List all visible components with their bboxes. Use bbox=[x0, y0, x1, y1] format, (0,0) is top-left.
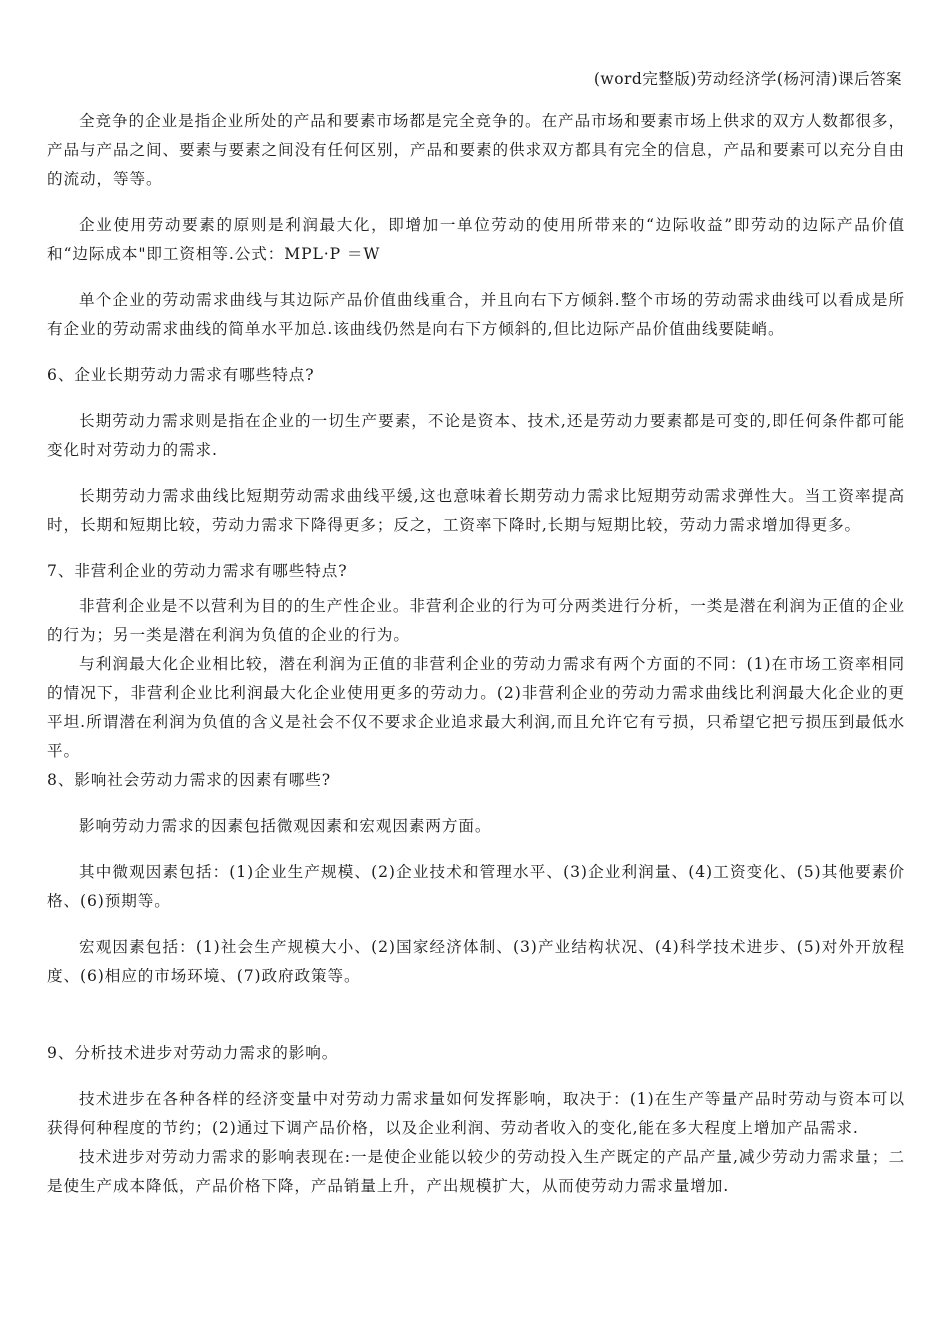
page-header-title: (word完整版)劳动经济学(杨河清)课后答案 bbox=[593, 70, 902, 88]
paragraph: 非营利企业是不以营利为目的的生产性企业。非营利企业的行为可分两类进行分析，一类是潜在利润为正值的企业的行为；另一类是潜在利润为负值的企业的行为。 bbox=[47, 597, 905, 644]
paragraph: 单个企业的劳动需求曲线与其边际产品价值曲线重合，并且向右下方倾斜.整个市场的劳动需求曲线可以看成是所有企业的劳动需求曲线的简单水平加总.该曲线仍然是向右下方倾斜的,但比边际产品价值曲线要陡峭。 bbox=[47, 291, 905, 338]
paragraph: 其中微观因素包括：(1)企业生产规模、(2)企业技术和管理水平、(3)企业利润量、(4)工资变化、(5)其他要素价格、(6)预期等。 bbox=[47, 863, 905, 910]
question-heading: 9、分析技术进步对劳动力需求的影响。 bbox=[47, 1044, 339, 1062]
question-heading: 7、非营利企业的劳动力需求有哪些特点? bbox=[47, 562, 348, 580]
paragraph: 技术进步对劳动力需求的影响表现在:一是使企业能以较少的劳动投入生产既定的产品产量,减少劳动力需求量；二是使生产成本降低，产品价格下降，产品销量上升，产出规模扩大，从而使劳动力需求量增加. bbox=[47, 1148, 905, 1195]
document-body bbox=[47, 107, 905, 1201]
paragraph: 长期劳动力需求则是指在企业的一切生产要素，不论是资本、技术,还是劳动力要素都是可变的,即任何条件都可能变化时对劳动力的需求. bbox=[47, 412, 905, 459]
paragraph: 企业使用劳动要素的原则是利润最大化，即增加一单位劳动的使用所带来的“边际收益”即劳动的边际产品价值和“边际成本"即工资相等.公式：MPL·P ＝W bbox=[47, 216, 905, 263]
question-heading: 8、影响社会劳动力需求的因素有哪些? bbox=[47, 771, 331, 789]
paragraph: 影响劳动力需求的因素包括微观因素和宏观因素两方面。 bbox=[79, 817, 492, 835]
paragraph: 技术进步在各种各样的经济变量中对劳动力需求量如何发挥影响，取决于：(1)在生产等量产品时劳动与资本可以获得何种程度的节约；(2)通过下调产品价格，以及企业利润、劳动者收入的变化,能在多大程度上增加产品需求. bbox=[47, 1090, 905, 1137]
paragraph: 全竞争的企业是指企业所处的产品和要素市场都是完全竞争的。在产品市场和要素市场上供求的双方人数都很多，产品与产品之间、要素与要素之间没有任何区别，产品和要素的供求双方都具有完全的信息，产品和要素可以充分自由的流动，等等。 bbox=[47, 112, 905, 188]
paragraph: 长期劳动力需求曲线比短期劳动需求曲线平缓,这也意味着长期劳动力需求比短期劳动需求弹性大。当工资率提高时，长期和短期比较，劳动力需求下降得更多；反之，工资率下降时,长期与短期比较，劳动力需求增加得更多。 bbox=[47, 487, 905, 534]
question-heading: 6、企业长期劳动力需求有哪些特点? bbox=[47, 366, 315, 384]
paragraph: 与利润最大化企业相比较，潜在利润为正值的非营利企业的劳动力需求有两个方面的不同：(1)在市场工资率相同的情况下，非营利企业比利润最大化企业使用更多的劳动力。(2)非营利企业的劳动力需求曲线比利润最大化企业的更平坦.所谓潜在利润为负值的含义是社会不仅不要求企业追求最大利润,而且允许它有亏损，只希望它把亏损压到最低水平。 bbox=[47, 655, 905, 760]
paragraph: 宏观因素包括：(1)社会生产规模大小、(2)国家经济体制、(3)产业结构状况、(4)科学技术进步、(5)对外开放程度、(6)相应的市场环境、(7)政府政策等。 bbox=[47, 938, 905, 985]
